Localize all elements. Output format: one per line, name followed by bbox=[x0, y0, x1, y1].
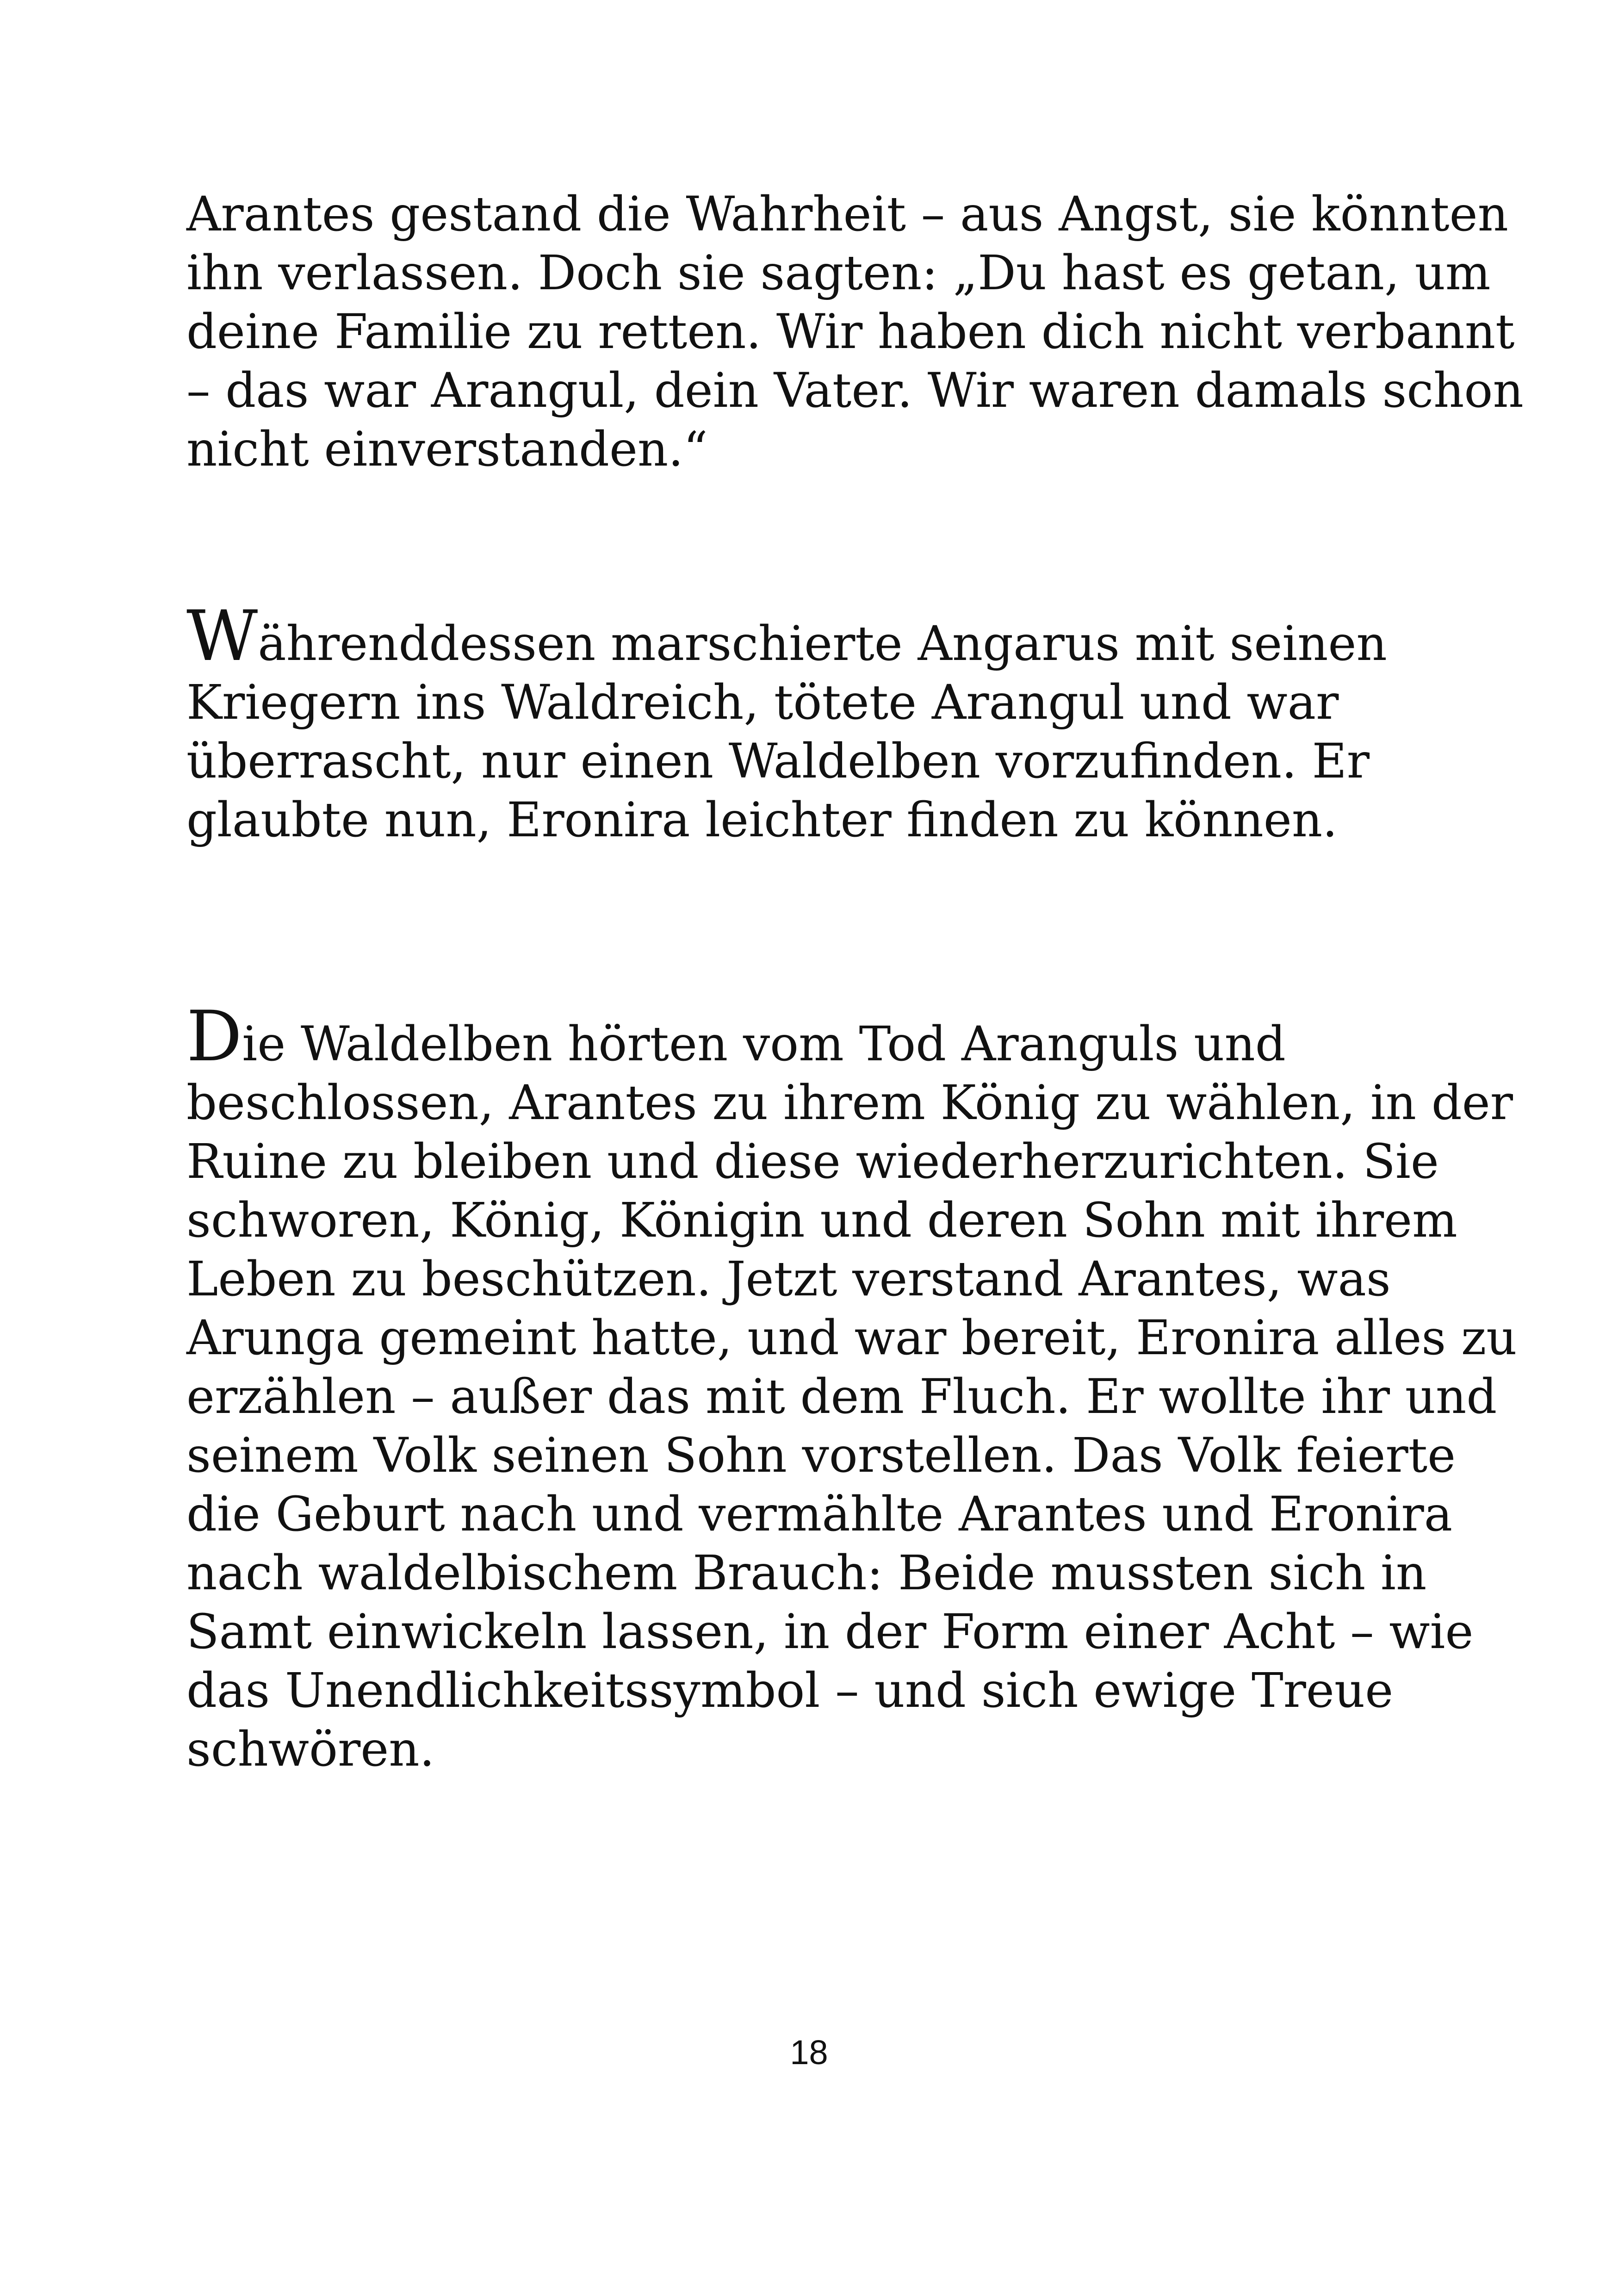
paragraph-line: Leben zu beschützen. Jetzt verstand Arantes, was bbox=[186, 1251, 1391, 1307]
paragraph-line: Kriegern ins Waldreich, tötete Arangul und war bbox=[186, 675, 1339, 730]
paragraph-line: überrascht, nur einen Waldelben vorzufinden. Er bbox=[186, 734, 1370, 789]
paragraph-line: nicht einverstanden.“ bbox=[186, 422, 708, 477]
paragraph-line: Arantes gestand die Wahrheit – aus Angst, sie könnten bbox=[186, 187, 1508, 242]
paragraph-2 bbox=[186, 596, 1491, 850]
first-line-text: ährenddessen marschierte Angarus mit seinen bbox=[258, 616, 1387, 672]
paragraph-line: schworen, König, Königin und deren Sohn mit ihrem bbox=[186, 1193, 1457, 1248]
paragraph-line: schwören. bbox=[186, 1722, 435, 1777]
paragraph-line: deine Familie zu retten. Wir haben dich nicht verbannt bbox=[186, 304, 1515, 360]
paragraph-line: nach waldelbischem Brauch: Beide mussten sich in bbox=[186, 1545, 1427, 1601]
paragraph-line: erzählen – außer das mit dem Fluch. Er wollte ihr und bbox=[186, 1369, 1497, 1425]
paragraph-line: – das war Arangul, dein Vater. Wir waren damals schon bbox=[186, 363, 1524, 418]
paragraph-line: beschlossen, Arantes zu ihrem König zu wählen, in der bbox=[186, 1075, 1513, 1131]
paragraph-line: Ruine zu bleiben und diese wiederherzurichten. Sie bbox=[186, 1134, 1439, 1189]
initial-letter: W bbox=[186, 596, 258, 677]
paragraph-1 bbox=[186, 185, 1524, 479]
paragraph-line: glaubte nun, Eronira leichter finden zu können. bbox=[186, 792, 1338, 848]
paragraph-first-line bbox=[186, 596, 1491, 677]
paragraph-line: das Unendlichkeitssymbol – und sich ewige Treue bbox=[186, 1663, 1394, 1718]
paragraph-line: die Geburt nach und vermählte Arantes und Eronira bbox=[186, 1487, 1453, 1542]
paragraph-line: seinem Volk seinen Sohn vorstellen. Das Volk feierte bbox=[186, 1428, 1456, 1483]
paragraph-line: ihn verlassen. Doch sie sagten: „Du hast es getan, um bbox=[186, 245, 1491, 301]
paragraph-3 bbox=[186, 996, 1517, 1779]
paragraph-line: Samt einwickeln lassen, in der Form einer Acht – wie bbox=[186, 1604, 1474, 1660]
first-line-text: ie Waldelben hörten vom Tod Aranguls und bbox=[242, 1016, 1286, 1072]
paragraph-first-line bbox=[186, 996, 1491, 1077]
initial-letter: D bbox=[186, 996, 242, 1077]
page-number: 18 bbox=[790, 2033, 828, 2072]
paragraph-line: Arunga gemeint hatte, und war bereit, Eronira alles zu bbox=[186, 1310, 1517, 1366]
